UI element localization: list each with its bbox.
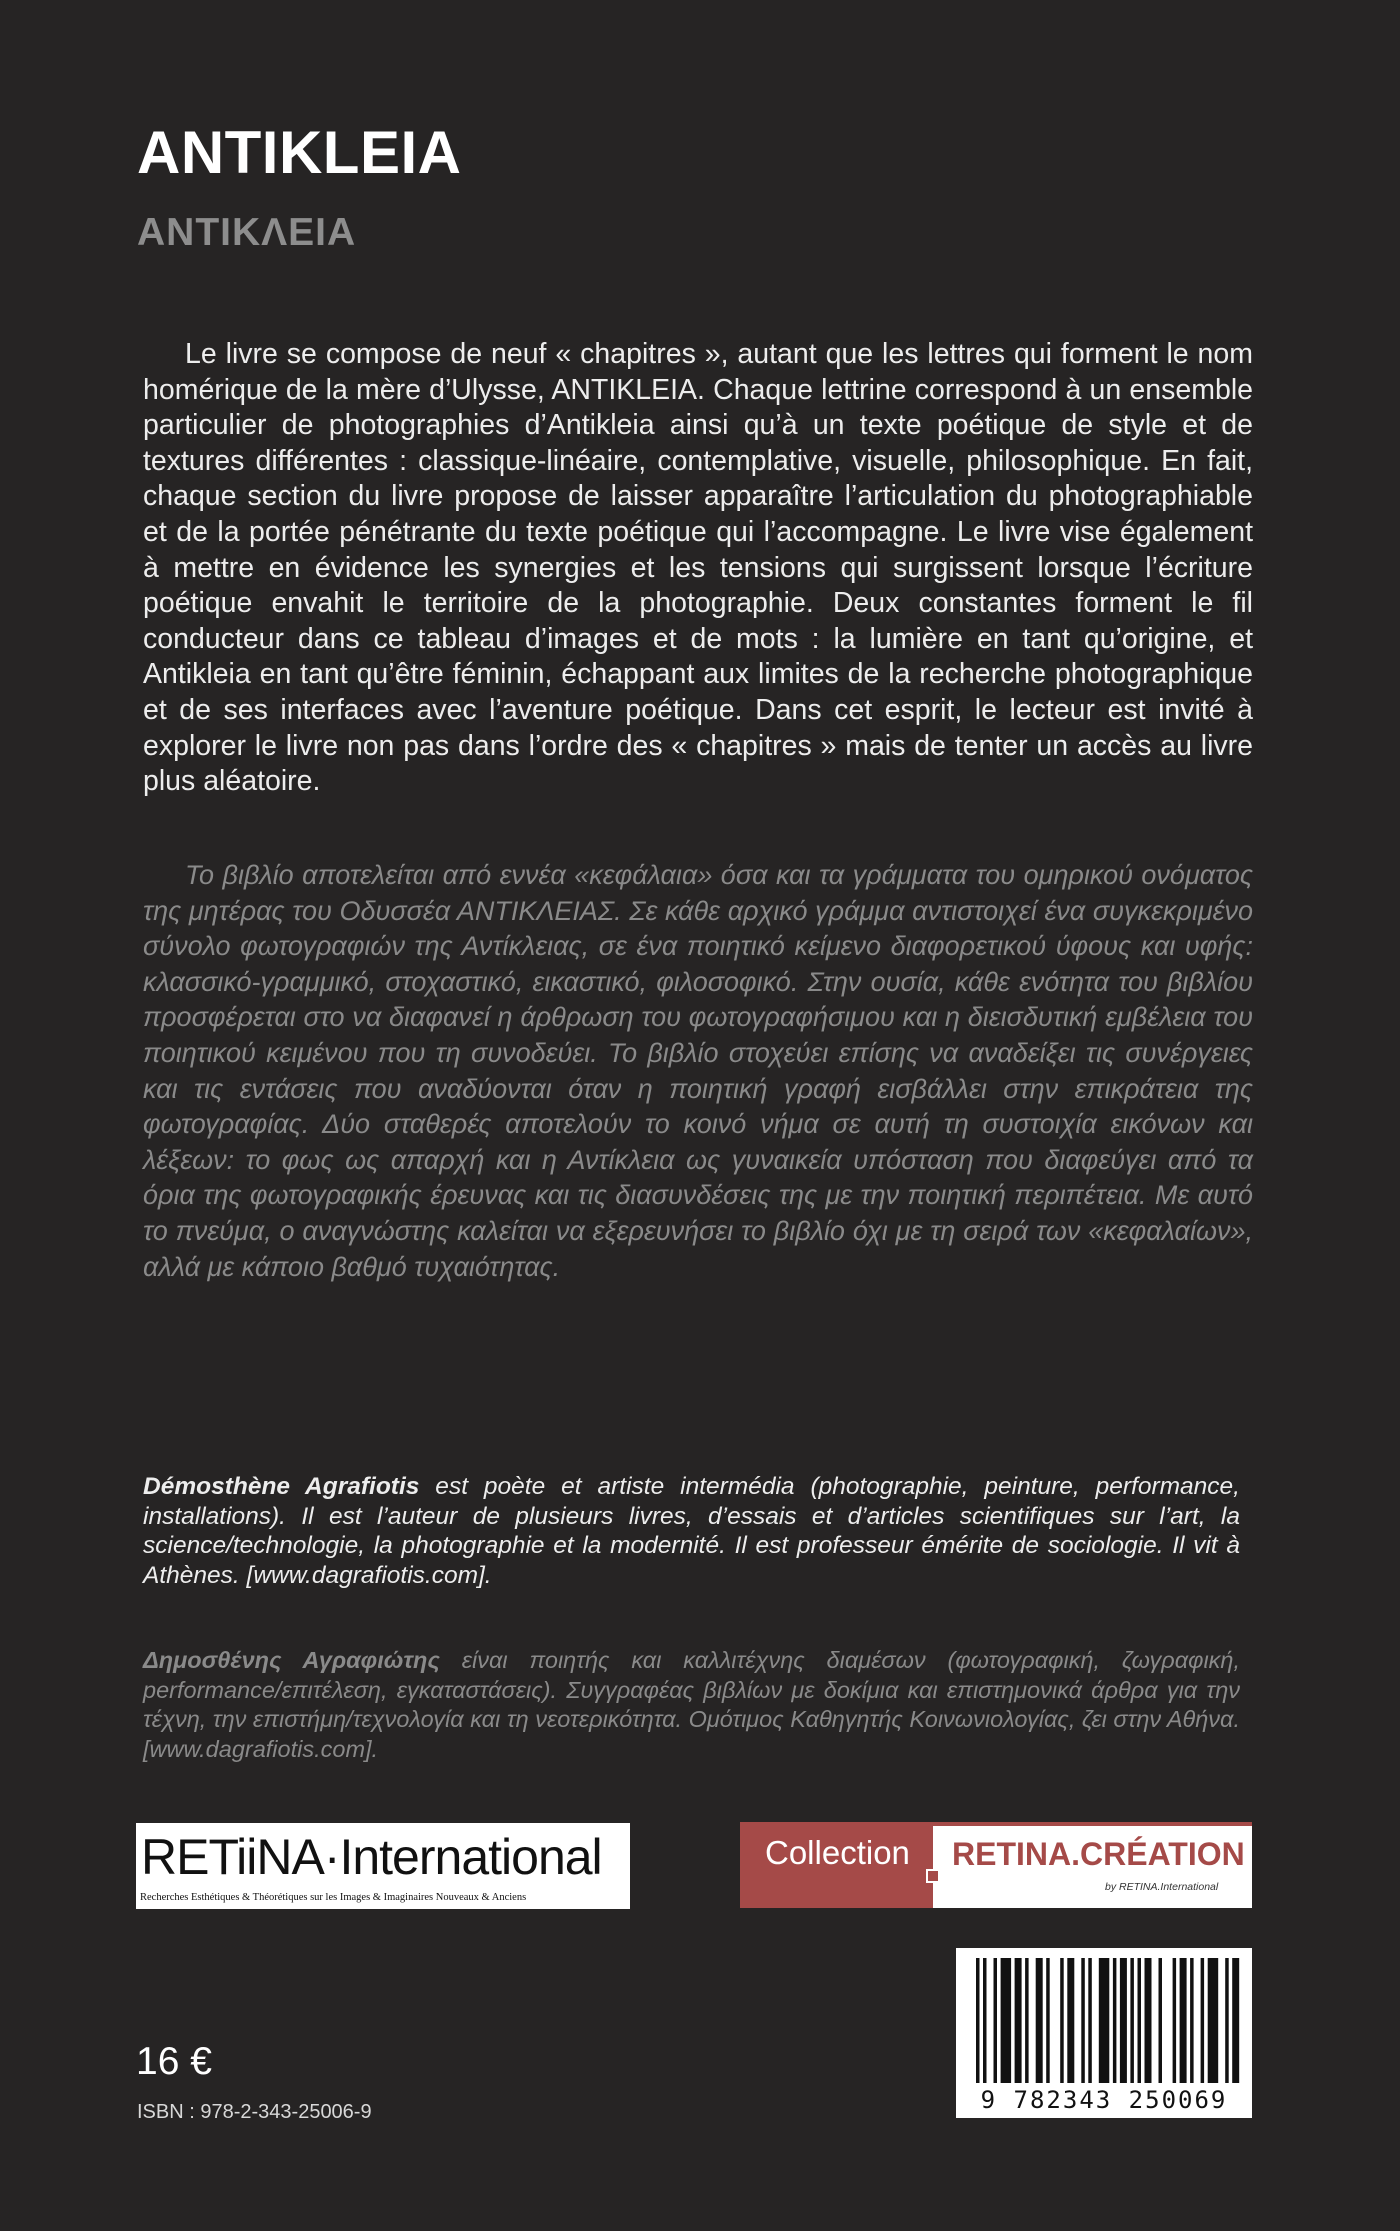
- collection-label: Collection: [765, 1834, 910, 1871]
- collection-logo-left-block: [740, 1822, 933, 1908]
- barcode-bar: [983, 1958, 987, 2083]
- greek-summary: Το βιβλίο αποτελείται από εννέα «κεφάλαια» όσα και τα γράμματα του ομηρικού ονόματος της μητέρας του Οδυσσέα ΑΝΤΙΚΛΕΙΑΣ. Σε κάθε αρχικό γράμμα αντιστοιχεί ένα συγκεκριμένο σύνολο φωτογραφιών της Αντίκλειας, σε ένα ποιητικό κείμενο διαφορετικού ύφους και υφής: κλασσικό-γραμμικό, στοχαστικό, εικαστικό, φιλοσοφικό. Στην ουσία, κάθε ενότητα του βιβλίου προσφέρεται στο να διαφανεί η άρθρωση του φωτογραφήσιμου και η διεισδυτική εμβέλεια του ποιητικού κειμένου που τη συνοδεύει. Το βιβλίο στοχεύει επίσης να αναδείξει τις συνέργειες και τις εντάσεις που αναδύονται όταν η ποιητική γραφή εισβάλλει στην επικράτεια της φωτογραφίας. Δύο σταθερές αποτελούν το κοινό νήμα σε αυτή τη συστοιχία εικόνων και λέξεων: το φως ως απαρχή και η Αντίκλεια ως γυναικεία υπόσταση που διαφεύγει από τα όρια της φωτογραφικής έρευνας και τις διασυνδέσεις της με την ποιητική περιπέτεια. Με αυτό το πνεύμα, ο αναγνώστης καλείται να εξερευνήσει το βιβλίο όχι με τη σειρά των «κεφαλαίων», αλλά με κάποιο βαθμό τυχαιότητας.: [143, 860, 1253, 1282]
- barcode-bar: [1001, 1958, 1012, 2083]
- barcode-bar: [1225, 1958, 1229, 2083]
- barcode-bar: [1113, 1958, 1117, 2083]
- collection-logo-band: [933, 1822, 1252, 1826]
- barcode-bar: [1130, 1958, 1134, 2083]
- author-bio-greek: [143, 1646, 1240, 1764]
- author-bio-greek-text: είναι ποιητής και καλλιτέχνης διαμέσων (φωτογραφική, ζωγραφική, performance/επιτέλεση, εγκαταστάσεις). Συγγραφέας βιβλίων με δοκίμια και επιστημονικά άρθρα για την τέχνη, την επιστήμη/τεχνολογία και τη νεοτερικότητα. Ομότιμος Καθηγητής Κοινωνιολογίας, ζει στην Αθήνα. [www.dagrafiotis.com].: [143, 1647, 1240, 1762]
- collection-by-line: by RETINA.International: [1105, 1881, 1219, 1893]
- barcode-bar: [1099, 1958, 1110, 2083]
- author-name-greek: Δημοσθένης Αγραφιώτης: [143, 1647, 440, 1673]
- book-title-greek: ΑΝΤΙΚΛΕΙΑ: [137, 211, 357, 254]
- barcode-bar: [1067, 1958, 1074, 2083]
- barcode-bar: [1180, 1958, 1187, 2083]
- retina-logo-title: RETiiNA·International: [141, 1829, 602, 1885]
- barcode-bar: [1232, 1958, 1239, 2083]
- retina-international-logo: [136, 1823, 630, 1909]
- barcode-bar: [994, 1958, 998, 2083]
- retina-logo-tagline: Recherches Esthétiques & Théorétiques sur les Images & Imaginaires Nouveaux & Anciens: [140, 1892, 527, 1903]
- barcode-bar: [1025, 1958, 1029, 2083]
- barcode-digits: 9 782343 250069: [980, 2086, 1228, 2114]
- barcode-bar: [1159, 1958, 1163, 2083]
- french-summary: Le livre se compose de neuf « chapitres », autant que les lettres qui forment le nom homérique de la mère d’Ulysse, ANTIKLEIA. Chaque lettrine correspond à un ensemble particulier de photographies d’Antikleia ainsi qu’à un texte poétique de style et de textures différentes : classique-linéaire, contemplative, visuelle, philosophique. En fait, chaque section du livre propose de laisser apparaître l’articulation du photographiable et de la portée pénétrante du texte poétique qui l’accompagne. Le livre vise également à mettre en évidence les synergies et les tensions qui surgissent lorsque l’écriture poétique envahit le territoire de la photographie. Deux constantes forment le fil conducteur dans ce tableau d’images et de mots : la lumière en tant qu’origine, et Antikleia en tant qu’être féminin, échappant aux limites de la recherche photographique et de ses interfaces avec l’aventure poétique. Dans cet esprit, le lecteur est invité à explorer le livre non pas dans l’ordre des « chapitres » mais de tenter un accès au livre plus aléatoire.: [143, 338, 1253, 798]
- barcode-bar: [1190, 1958, 1194, 2083]
- author-name-french: Démosthène Agrafiotis: [143, 1473, 420, 1500]
- barcode-bar: [1046, 1958, 1050, 2083]
- barcode-bar: [1088, 1958, 1092, 2083]
- book-title: ANTIKLEIA: [137, 119, 462, 186]
- barcode-bars: [956, 1948, 1252, 2118]
- barcode-bar: [1173, 1958, 1177, 2083]
- barcode-bar: [1081, 1958, 1085, 2083]
- barcode-bar: [1145, 1958, 1152, 2083]
- barcode-bar: [1060, 1958, 1064, 2083]
- price: 16 €: [136, 2040, 212, 2083]
- collection-name: RETINA.CRÉATION: [952, 1836, 1245, 1872]
- isbn: ISBN : 978-2-343-25006-9: [137, 2101, 372, 2123]
- barcode: [956, 1948, 1252, 2118]
- barcode-bar: [1201, 1958, 1205, 2083]
- barcode-bar: [1036, 1958, 1043, 2083]
- barcode-bar: [1138, 1958, 1142, 2083]
- barcode-bar: [976, 1958, 980, 2083]
- author-bio-french-text: est poète et artiste intermédia (photographie, peinture, performance, installations). Il est l’auteur de plusieurs livres, d’essais et d’articles scientifiques sur l’art, la science/technologie, la photographie et la modernité. Il est professeur émérite de sociologie. Il vit à Athènes. [www.dagrafiotis.com].: [143, 1473, 1240, 1589]
- author-bio-french: [143, 1472, 1240, 1590]
- barcode-bar: [1120, 1958, 1127, 2083]
- collection-logo: [740, 1822, 1252, 1908]
- collection-logo-square: [926, 1869, 940, 1883]
- barcode-bar: [1208, 1958, 1219, 2083]
- barcode-bar: [1015, 1958, 1022, 2083]
